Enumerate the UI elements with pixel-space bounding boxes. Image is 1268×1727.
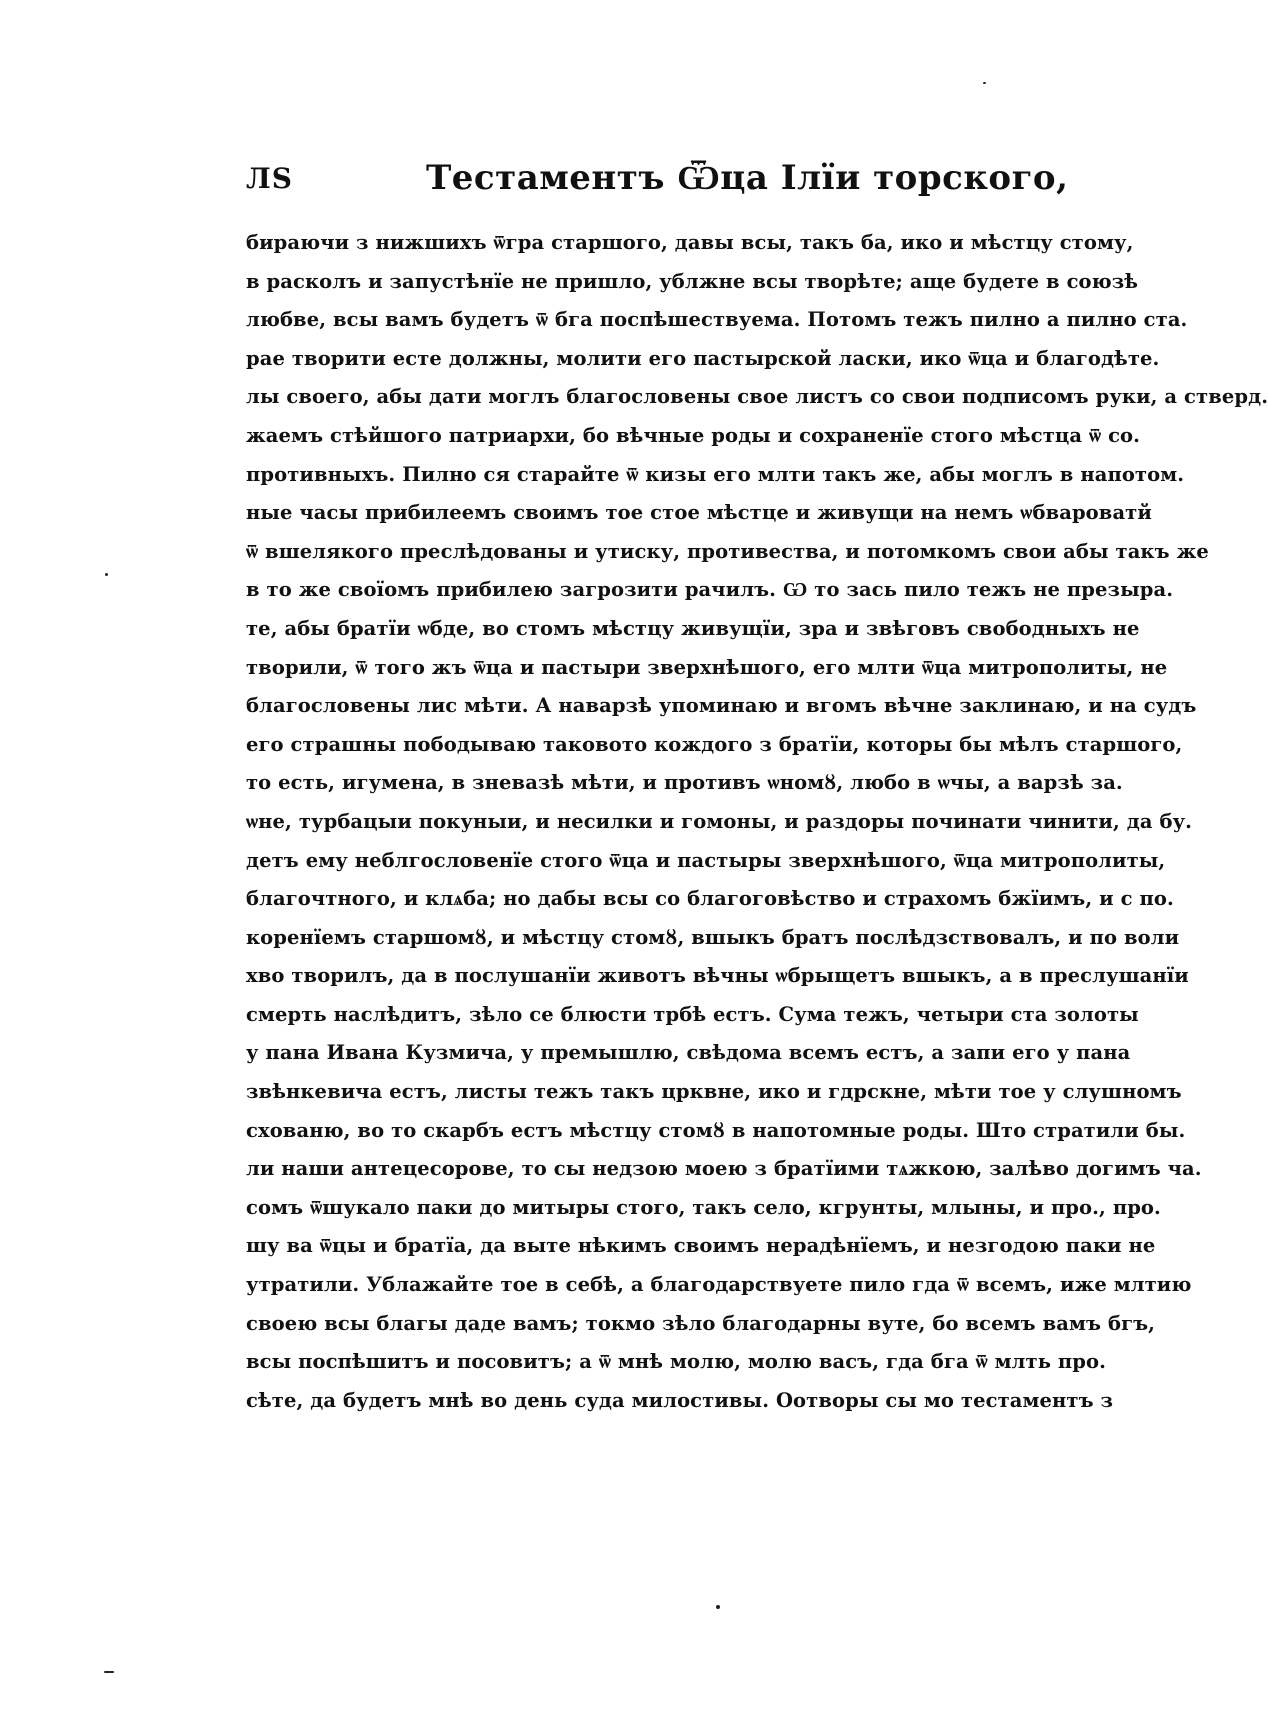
- scan-speck: [104, 1671, 114, 1673]
- text-line: жаемъ стѣйшого патриархи, бо вѣчные роды и сохраненїе стого мѣстца ѿ со.: [246, 423, 1141, 447]
- text-line: сѣте, да будетъ мнѣ во день суда милостивы. Оотворы сы мо тестаментъ з: [246, 1388, 1114, 1412]
- text-line: хво творилъ, да в послушанїи животъ вѣчны ѡбрыщетъ вшыкъ, а в преслушанїи: [246, 964, 1189, 988]
- text-line: детъ ему неблгословенїе стого ѿца и пастыры зверхнѣшого, ѿца митрополиты,: [246, 848, 1166, 872]
- running-title: Тестаментъ Ѿца Ілїи торского,: [426, 158, 1069, 198]
- text-line: коренїемъ старшомȣ, и мѣстцу стомȣ, вшыкъ братъ послѣдзствовалъ, и по воли: [246, 925, 1180, 949]
- text-line: ѡне, турбацыи покуныи, и несилки и гомоны, и раздоры починати чинити, да бу.: [246, 809, 1193, 833]
- scan-speck: [716, 1605, 720, 1609]
- scan-speck: [105, 573, 108, 576]
- text-line: лы своего, абы дати моглъ благословены свое листъ со свои подписомъ руки, а стверд.: [246, 385, 1268, 409]
- text-line: ли наши антецесорове, то сы недзою моею з братїими тѧжкою, залѣво догимъ ча.: [246, 1157, 1202, 1181]
- page-number: ЛS: [246, 162, 293, 195]
- text-line: всы поспѣшитъ и посовитъ; а ѿ мнѣ молю, молю васъ, гда бга ѿ млть про.: [246, 1350, 1107, 1374]
- text-line: схованю, во то скарбъ естъ мѣстцу стомȣ в напотомные роды. Што стратили бы.: [246, 1118, 1186, 1142]
- scan-speck: [983, 82, 986, 84]
- text-line: любве, всы вамъ будетъ ѿ бга поспѣшествуема. Потомъ тежъ пилно а пилно ста.: [246, 308, 1188, 332]
- text-line: бираючи з нижшихъ ѿгра старшого, давы всы, такъ ба, ико и мѣстцу стому,: [246, 231, 1134, 254]
- text-line: шу ва ѿцы и братїа, да выте нѣкимъ своимъ нерадѣнїемъ, и незгодою паки не: [246, 1234, 1156, 1258]
- text-line: в расколъ и запустѣнїе не пришло, ублжне всы творѣте; аще будете в союзѣ: [246, 269, 1139, 293]
- text-line: благословены лис мѣти. А наварзѣ упоминаю и вгомъ вѣчне заклинаю, и на судъ: [246, 694, 1197, 718]
- text-line: сомъ ѿшукало паки до митыры стого, такъ село, кгрунты, млыны, и про., про.: [246, 1195, 1161, 1219]
- page-header: [246, 158, 1106, 204]
- text-line: противныхъ. Пилно ся старайте ѿ кизы его млти такъ же, абы моглъ в напотом.: [246, 462, 1185, 486]
- text-line: рае творити есте должны, молити его пастырской ласки, ико ѿца и благодѣте.: [246, 346, 1160, 370]
- text-line: утратили. Ублажайте тое в себѣ, а благодарствуете пило гда ѿ всемъ, иже млтию: [246, 1273, 1192, 1297]
- text-line: в то же своїомъ прибилею загрозити рачилъ. Ѡ то зась пило тежъ не презыра.: [246, 578, 1174, 602]
- text-line: ные часы прибилеемъ своимъ тое стое мѣстце и живущи на немъ ѡбвароватй: [246, 501, 1152, 525]
- text-line: смерть наслѣдитъ, зѣло се блюсти трбѣ естъ. Сума тежъ, четыри ста золоты: [246, 1002, 1139, 1026]
- text-line: те, абы братїи ѡбде, во стомъ мѣстцу живущїи, зра и звѣговъ свободныхъ не: [246, 616, 1140, 640]
- text-line: своею всы благы даде вамъ; токмо зѣло благодарны вуте, бо всемъ вамъ бгъ,: [246, 1311, 1156, 1335]
- text-line: ѿ вшелякого преслѣдованы и утиску, противества, и потомкомъ свои абы такъ же: [246, 539, 1209, 563]
- text-line: его страшны пободываю таковото кождого з братїи, которы бы мѣлъ старшого,: [246, 732, 1183, 756]
- text-line: благочтного, и клѧба; но дабы всы со благоговѣство и страхомъ бжїимъ, и с по.: [246, 887, 1174, 911]
- text-line: звѣнкевича естъ, листы тежъ такъ црквне, ико и гдрскне, мѣти тое у слушномъ: [246, 1080, 1182, 1104]
- body-text: [246, 224, 1268, 1420]
- text-line: то есть, игумена, в зневазѣ мѣти, и противъ ѡномȣ, любо в ѡчы, а варзѣ за.: [246, 771, 1123, 795]
- text-line: у пана Ивана Кузмича, у премышлю, свѣдома всемъ естъ, а запи его у пана: [246, 1041, 1131, 1065]
- text-line: творили, ѿ того жъ ѿца и пастыри зверхнѣшого, его млти ѿца митрополиты, не: [246, 655, 1168, 679]
